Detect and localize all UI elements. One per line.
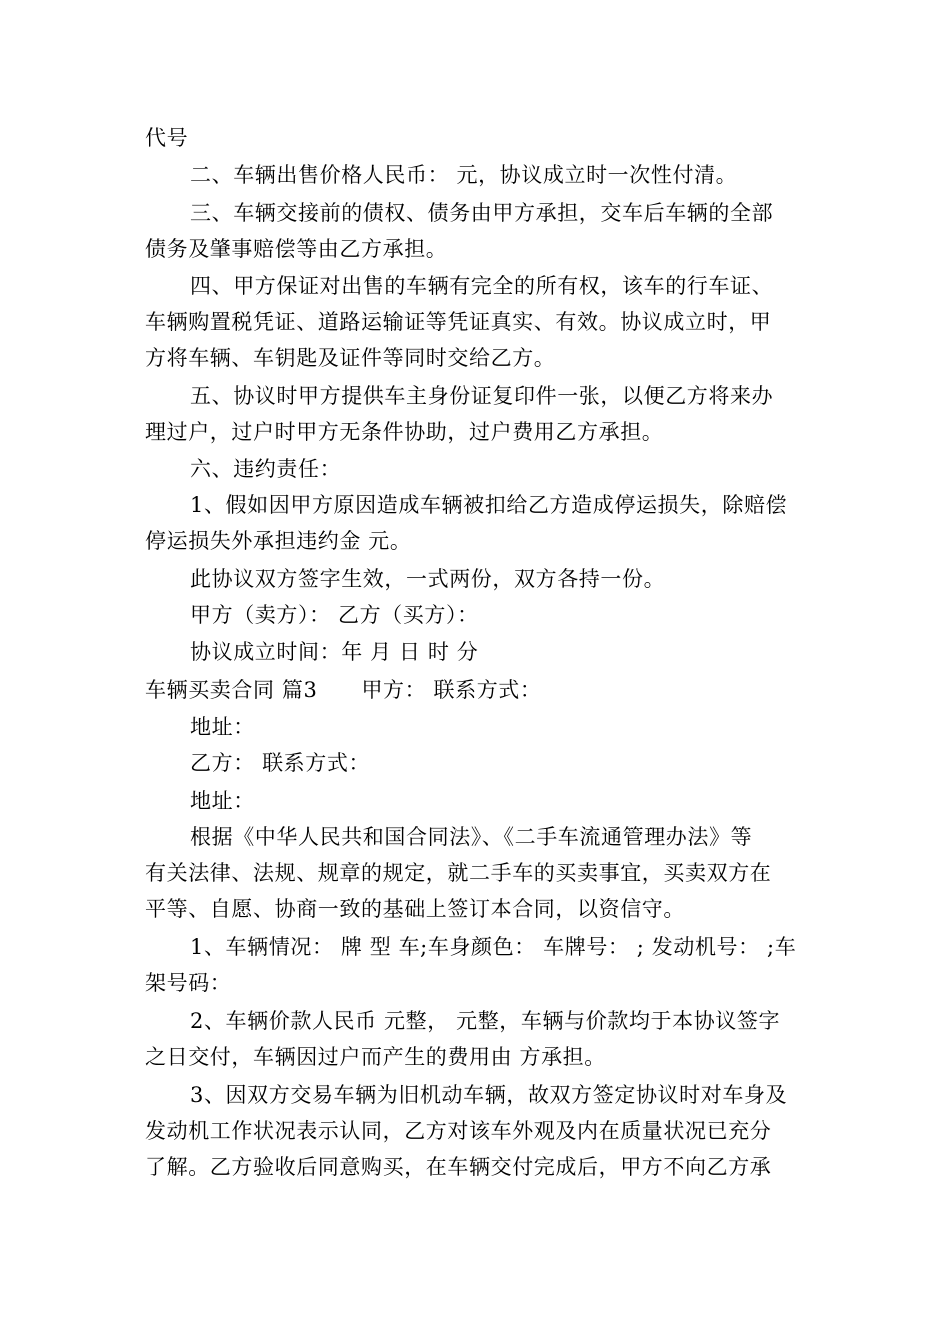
text-line: 停运损失外承担违约金 元。	[145, 529, 412, 553]
text-line: 协议成立时间：年 月 日 时 分	[190, 640, 479, 664]
text-line: 乙方： 联系方式：	[190, 751, 371, 775]
text-line: 有关法律、法规、规章的规定，就二手车的买卖事宜，买卖双方在	[145, 861, 772, 885]
text-line: 发动机工作状况表示认同，乙方对该车外观及内在质量状况已充分	[145, 1119, 772, 1143]
text-line: 债务及肇事赔偿等由乙方承担。	[145, 237, 448, 261]
text-line: 甲方（卖方）： 乙方（买方）：	[190, 603, 479, 627]
text-line: 二、车辆出售价格人民币： 元，协议成立时一次性付清。	[190, 163, 738, 187]
text-line: 之日交付，车辆因过户而产生的费用由 方承担。	[145, 1045, 606, 1069]
text-line: 1、车辆情况： 牌 型 车;车身颜色： 车牌号： ; 发动机号： ;车	[190, 935, 797, 959]
section-heading: 车辆买卖合同 篇3	[145, 678, 318, 702]
text-line: 根据《中华人民共和国合同法》、《二手车流通管理办法》等	[190, 825, 753, 849]
text-line: 六、违约责任：	[190, 457, 342, 481]
text-line: 了解。乙方验收后同意购买，在车辆交付完成后，甲方不向乙方承	[145, 1155, 772, 1179]
text-line: 2、车辆价款人民币 元整， 元整，车辆与价款均于本协议签字	[190, 1009, 781, 1033]
text-line: 此协议双方签字生效，一式两份，双方各持一份。	[190, 567, 666, 591]
text-line: 三、车辆交接前的债权、债务由甲方承担，交车后车辆的全部	[190, 201, 774, 225]
text-line: 地址：	[190, 715, 255, 739]
section-heading-row	[145, 676, 542, 704]
text-line: 平等、自愿、协商一致的基础上签订本合同，以资信守。	[145, 897, 685, 921]
text-line: 1、假如因甲方原因造成车辆被扣给乙方造成停运损失，除赔偿	[190, 493, 788, 517]
text-line: 五、协议时甲方提供车主身份证复印件一张，以便乙方将来办	[190, 384, 774, 408]
text-line: 四、甲方保证对出售的车辆有完全的所有权，该车的行车证、	[190, 274, 774, 298]
text-line: 3、因双方交易车辆为旧机动车辆，故双方签定协议时对车身及	[190, 1083, 788, 1107]
text-line: 地址：	[190, 789, 255, 813]
text-line: 代号	[145, 126, 189, 150]
text-line: 车辆购置税凭证、道路运输证等凭证真实、有效。协议成立时，甲	[145, 310, 772, 334]
text-line: 方将车辆、车钥匙及证件等同时交给乙方。	[145, 346, 556, 370]
text-line: 架号码：	[145, 971, 232, 995]
text-line: 理过户，过户时甲方无条件协助，过户费用乙方承担。	[145, 420, 664, 444]
section-heading-party: 甲方： 联系方式：	[361, 678, 542, 702]
